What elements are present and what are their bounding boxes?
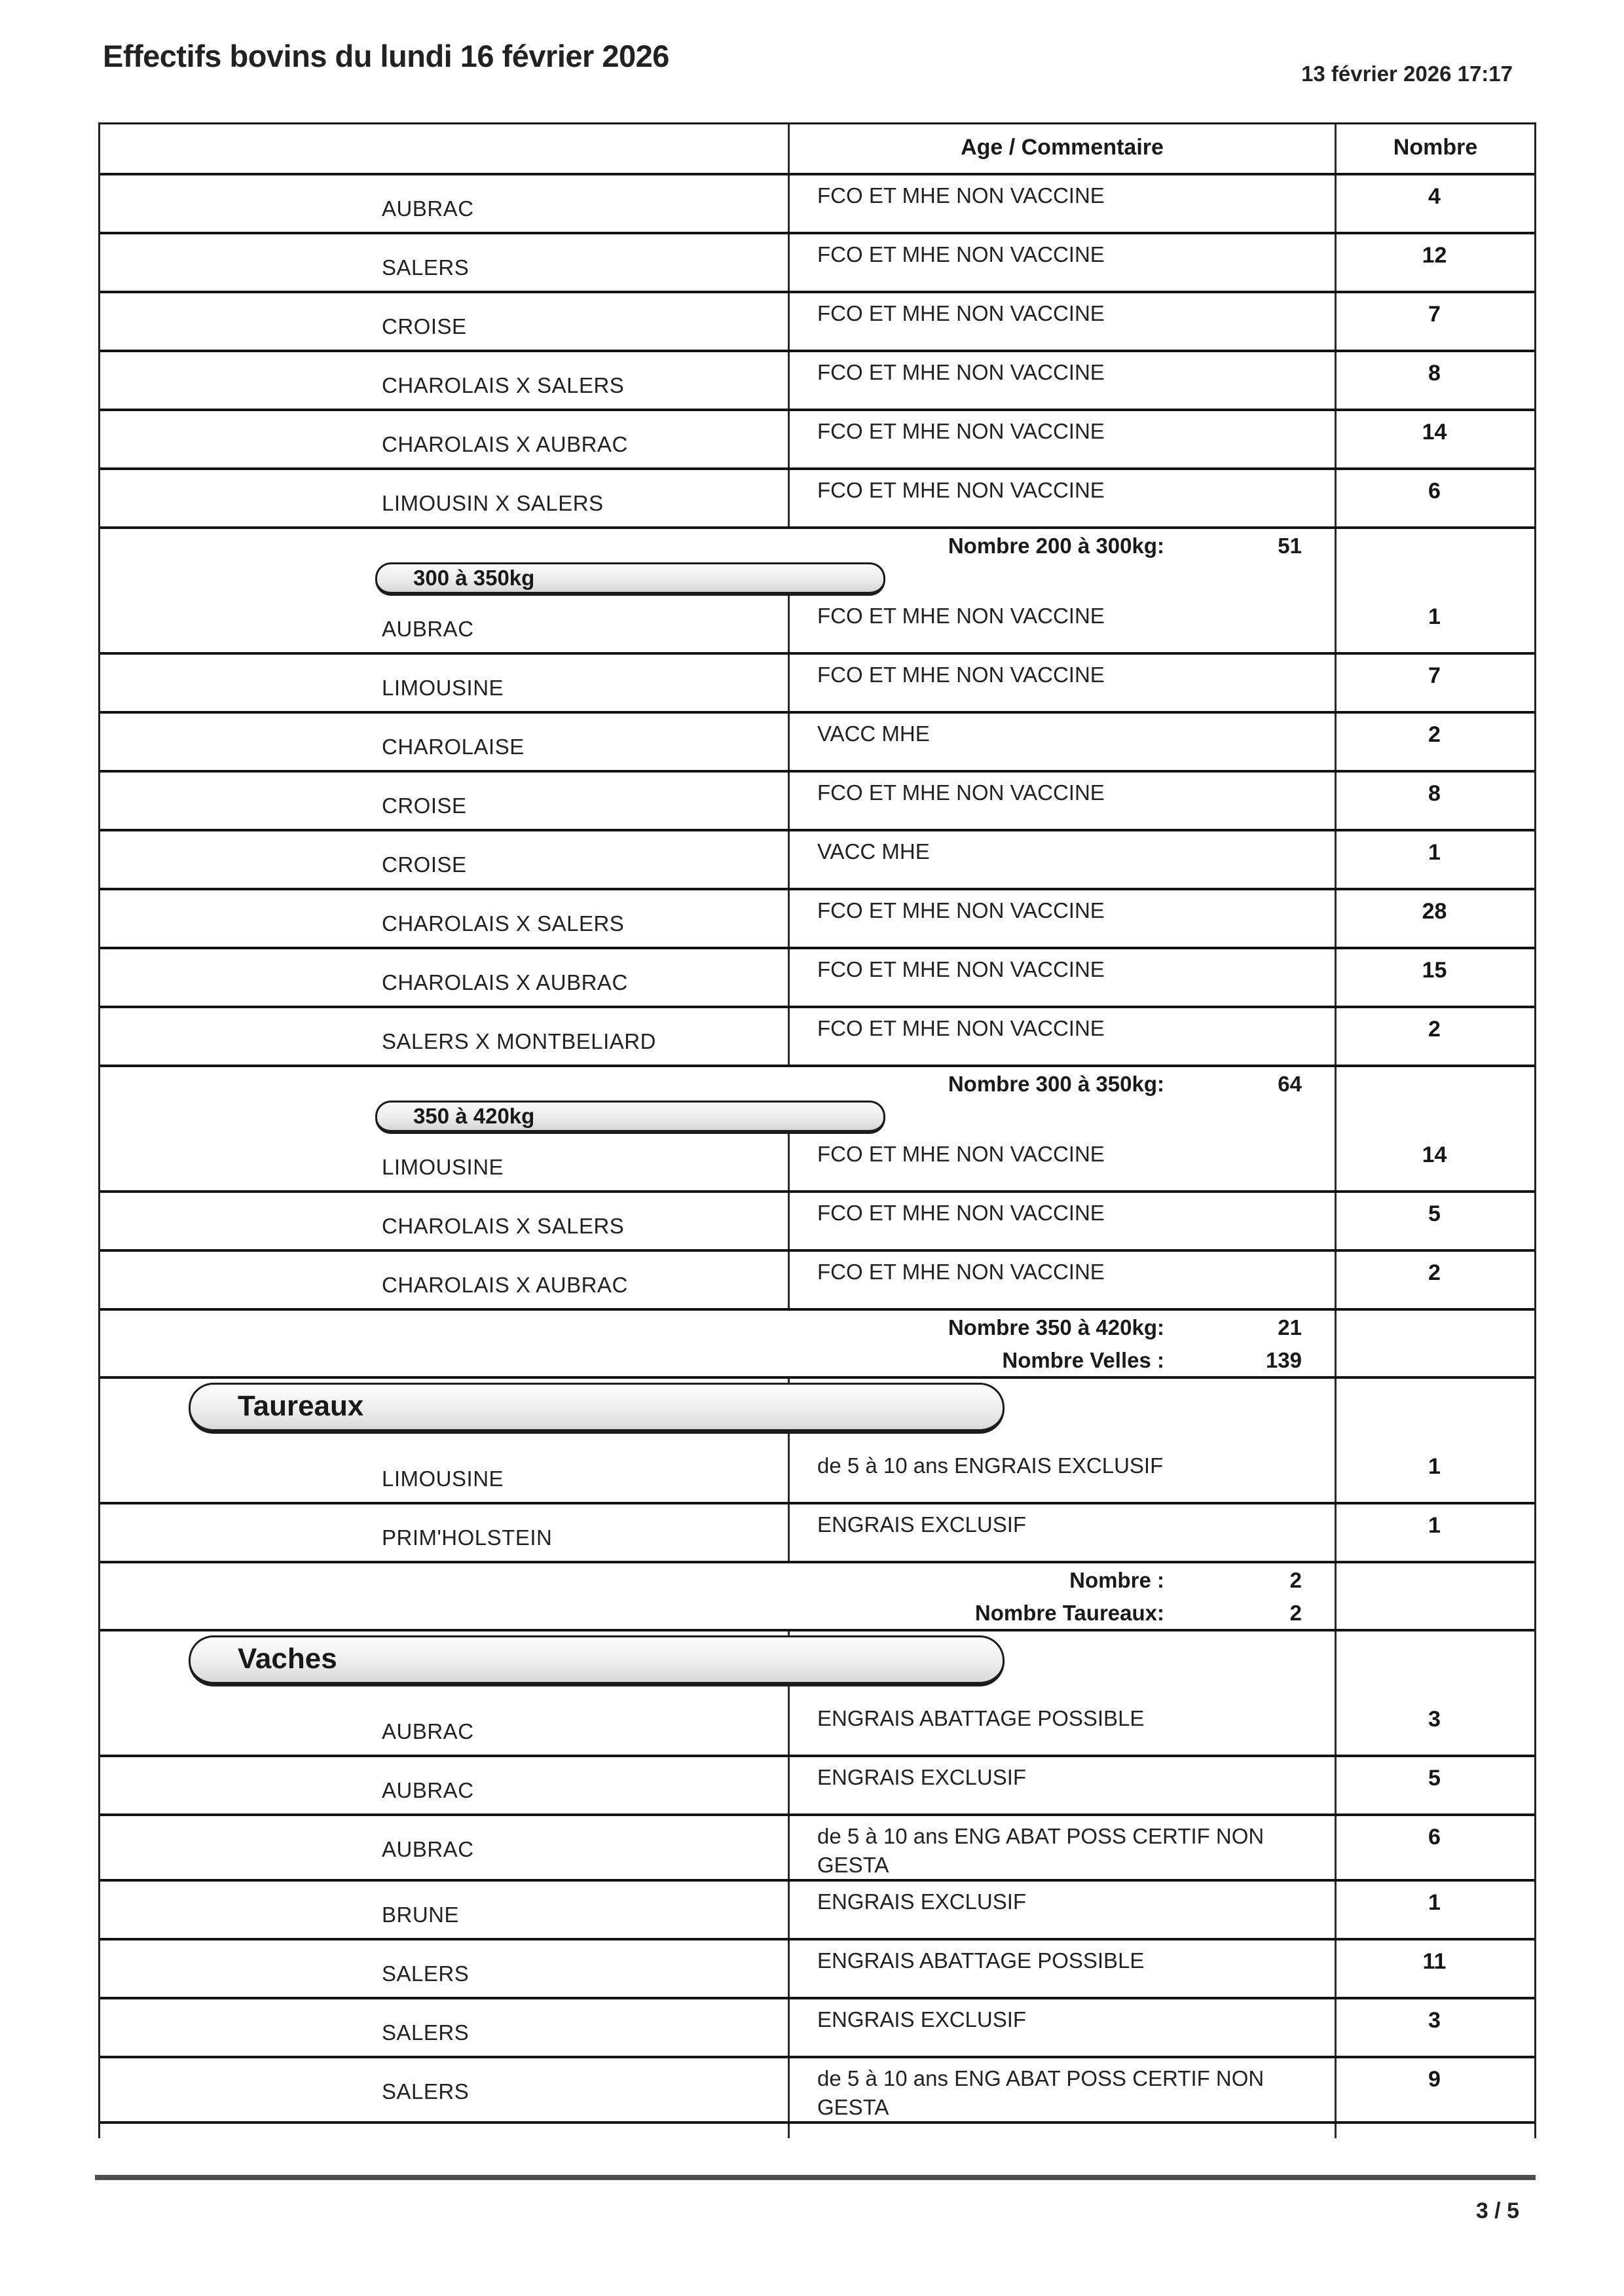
column-divider xyxy=(1335,293,1337,350)
comment-cell: VACC MHE xyxy=(817,721,930,746)
column-divider xyxy=(1335,1008,1337,1065)
table-row xyxy=(100,470,1534,529)
comment-cell: FCO ET MHE NON VACCINE xyxy=(817,663,1105,687)
comment-cell: FCO ET MHE NON VACCINE xyxy=(817,898,1105,922)
comment-cell: ENGRAIS EXCLUSIF xyxy=(817,1889,1027,1914)
column-divider xyxy=(788,1999,790,2056)
section-header-row xyxy=(100,1379,1534,1446)
section-pill: Taureaux xyxy=(189,1383,1005,1434)
column-divider xyxy=(788,831,790,888)
comment-cell: FCO ET MHE NON VACCINE xyxy=(817,419,1105,443)
breed-cell: PRIM'HOLSTEIN xyxy=(382,1525,553,1550)
breed-cell: LIMOUSINE xyxy=(382,1155,504,1179)
footer-rule xyxy=(95,2175,1536,2180)
breed-cell: CHAROLAIS X AUBRAC xyxy=(382,970,628,994)
breed-cell: BRUNE xyxy=(382,1903,460,1927)
comment-cell: FCO ET MHE NON VACCINE xyxy=(817,1142,1105,1166)
weight-pill: 300 à 350kg xyxy=(375,562,885,596)
comment-cell: FCO ET MHE NON VACCINE xyxy=(817,301,1105,325)
table-row xyxy=(100,831,1534,890)
breed-cell: LIMOUSINE xyxy=(382,1467,504,1491)
column-divider xyxy=(1335,411,1337,467)
table-row xyxy=(100,890,1534,949)
column-divider xyxy=(1335,1757,1337,1813)
comment-cell: ENGRAIS ABATTAGE POSSIBLE xyxy=(817,1706,1145,1730)
column-divider xyxy=(788,470,790,526)
comment-cell: de 5 à 10 ans ENG ABAT POSS CERTIF NON GESTA xyxy=(817,2066,1264,2119)
column-divider xyxy=(1335,1882,1337,1938)
column-divider xyxy=(788,1008,790,1065)
weight-class-row xyxy=(100,1100,1534,1134)
breed-cell: CHAROLAIS X AUBRAC xyxy=(382,1273,628,1297)
subtotal-label: Nombre : xyxy=(1069,1568,1164,1592)
table-row xyxy=(100,1504,1534,1563)
table-row xyxy=(100,352,1534,411)
column-header-nombre: Nombre xyxy=(1393,135,1478,160)
count-cell: 12 xyxy=(1422,243,1447,268)
column-divider xyxy=(788,293,790,350)
breed-cell: CHAROLAISE xyxy=(382,735,525,759)
column-divider xyxy=(788,175,790,232)
count-cell: 6 xyxy=(1428,479,1441,503)
count-cell: 11 xyxy=(1422,1949,1447,1974)
breed-cell: SALERS xyxy=(382,255,470,280)
column-divider xyxy=(1335,1596,1337,1629)
column-divider xyxy=(1335,470,1337,526)
column-divider xyxy=(1335,773,1337,829)
comment-cell: ENGRAIS EXCLUSIF xyxy=(817,1512,1027,1537)
subtotal-row xyxy=(100,529,1534,562)
column-divider xyxy=(1335,949,1337,1006)
table-row xyxy=(100,1757,1534,1816)
comment-cell: de 5 à 10 ans ENG ABAT POSS CERTIF NON GESTA xyxy=(817,1824,1264,1877)
column-divider xyxy=(1335,1134,1337,1190)
breed-cell: CHAROLAIS X SALERS xyxy=(382,1214,625,1238)
count-cell: 28 xyxy=(1422,899,1447,924)
table-row xyxy=(100,1941,1534,1999)
column-divider xyxy=(1335,1379,1337,1446)
count-cell: 7 xyxy=(1428,663,1441,688)
comment-cell: VACC MHE xyxy=(817,839,930,864)
count-cell: 2 xyxy=(1428,1017,1441,1042)
subtotal-row xyxy=(100,1563,1534,1596)
column-divider xyxy=(788,352,790,409)
column-divider xyxy=(1335,1504,1337,1561)
column-divider xyxy=(788,1882,790,1938)
count-cell: 8 xyxy=(1428,781,1441,806)
comment-cell: FCO ET MHE NON VACCINE xyxy=(817,604,1105,628)
table-row xyxy=(100,949,1534,1008)
column-divider xyxy=(1335,1631,1337,1698)
subtotal-row xyxy=(100,1311,1534,1343)
column-divider xyxy=(788,1193,790,1249)
column-divider xyxy=(1335,714,1337,770)
count-cell: 15 xyxy=(1422,958,1447,983)
breed-cell: SALERS xyxy=(382,1961,470,1986)
column-divider xyxy=(1335,655,1337,711)
comment-cell: ENGRAIS ABATTAGE POSSIBLE xyxy=(817,1948,1145,1973)
count-cell: 3 xyxy=(1428,1707,1441,1732)
column-divider xyxy=(788,890,790,947)
column-divider xyxy=(788,1446,790,1502)
count-cell: 1 xyxy=(1428,840,1441,865)
table-row xyxy=(100,1446,1534,1504)
table-header-row xyxy=(100,124,1534,175)
comment-cell: FCO ET MHE NON VACCINE xyxy=(817,1201,1105,1225)
table-row xyxy=(100,655,1534,714)
breed-cell: CROISE xyxy=(382,314,467,338)
count-cell: 8 xyxy=(1428,361,1441,386)
subtotal-value: 139 xyxy=(1265,1348,1302,1372)
column-divider xyxy=(1335,831,1337,888)
column-divider xyxy=(788,1816,790,1879)
page-title: Effectifs bovins du lundi 16 février 2026 xyxy=(103,39,669,73)
count-cell: 5 xyxy=(1428,1201,1441,1226)
breed-cell: LIMOUSINE xyxy=(382,676,504,700)
count-cell: 14 xyxy=(1422,1142,1447,1167)
column-divider xyxy=(1335,234,1337,291)
table-row xyxy=(100,2058,1534,2124)
column-divider xyxy=(788,234,790,291)
column-divider xyxy=(1335,1067,1337,1100)
comment-cell: ENGRAIS EXCLUSIF xyxy=(817,1765,1027,1789)
column-divider xyxy=(788,949,790,1006)
breed-cell: CHAROLAIS X AUBRAC xyxy=(382,432,628,456)
column-divider xyxy=(1335,562,1337,596)
column-header-age-commentaire: Age / Commentaire xyxy=(961,135,1164,160)
table-row xyxy=(100,1134,1534,1193)
comment-cell: FCO ET MHE NON VACCINE xyxy=(817,1016,1105,1040)
column-divider xyxy=(1335,1311,1337,1343)
count-cell: 2 xyxy=(1428,1260,1441,1285)
count-cell: 4 xyxy=(1428,184,1441,209)
subtotal-label: Nombre Velles : xyxy=(1002,1348,1164,1372)
section-header-row xyxy=(100,1631,1534,1698)
count-cell: 3 xyxy=(1428,2008,1441,2033)
column-divider xyxy=(1335,1816,1337,1879)
comment-cell: FCO ET MHE NON VACCINE xyxy=(817,780,1105,805)
print-date: 13 février 2026 17:17 xyxy=(1301,62,1513,86)
breed-cell: SALERS xyxy=(382,2020,470,2045)
breed-cell: CROISE xyxy=(382,852,467,877)
table-stub-row xyxy=(100,2124,1534,2138)
column-divider xyxy=(1335,1999,1337,2056)
column-divider xyxy=(1335,1343,1337,1376)
comment-cell: de 5 à 10 ans ENGRAIS EXCLUSIF xyxy=(817,1453,1164,1478)
count-cell: 1 xyxy=(1428,1454,1441,1479)
subtotal-value: 64 xyxy=(1278,1072,1302,1096)
table-row xyxy=(100,1193,1534,1252)
column-divider xyxy=(1335,529,1337,562)
subtotal-row xyxy=(100,1067,1534,1100)
breed-cell: AUBRAC xyxy=(382,617,474,641)
subtotal-label: Nombre 200 à 300kg: xyxy=(948,534,1164,558)
table-row xyxy=(100,1008,1534,1067)
column-divider xyxy=(1335,890,1337,947)
table-row xyxy=(100,1882,1534,1941)
count-cell: 9 xyxy=(1428,2067,1441,2092)
subtotal-value: 21 xyxy=(1278,1315,1302,1339)
column-divider xyxy=(1335,1193,1337,1249)
breed-cell: AUBRAC xyxy=(382,1719,474,1743)
page-number: 3 / 5 xyxy=(1475,2198,1519,2223)
breed-cell: SALERS X MONTBELIARD xyxy=(382,1029,656,1053)
column-divider xyxy=(1335,1698,1337,1755)
column-divider xyxy=(1335,2058,1337,2121)
table-row xyxy=(100,1816,1534,1882)
column-divider xyxy=(1335,1941,1337,1997)
count-cell: 6 xyxy=(1428,1825,1441,1850)
table-row xyxy=(100,175,1534,234)
column-divider xyxy=(1335,1100,1337,1134)
table-row xyxy=(100,234,1534,293)
column-divider xyxy=(1335,1252,1337,1308)
count-cell: 1 xyxy=(1428,1513,1441,1538)
column-divider xyxy=(788,714,790,770)
table-row xyxy=(100,714,1534,773)
column-divider xyxy=(788,1941,790,1997)
subtotal-value: 51 xyxy=(1278,534,1302,558)
column-divider xyxy=(1335,352,1337,409)
column-divider xyxy=(788,773,790,829)
table-row xyxy=(100,1698,1534,1757)
table-row xyxy=(100,773,1534,831)
table-row xyxy=(100,1999,1534,2058)
column-divider xyxy=(788,1504,790,1561)
subtotal-label: Nombre 350 à 420kg: xyxy=(948,1315,1164,1339)
column-divider xyxy=(1335,124,1337,173)
count-cell: 14 xyxy=(1422,420,1447,445)
breed-cell: CHAROLAIS X SALERS xyxy=(382,373,625,397)
column-divider xyxy=(1335,2124,1337,2138)
count-cell: 1 xyxy=(1428,604,1441,629)
comment-cell: FCO ET MHE NON VACCINE xyxy=(817,478,1105,502)
comment-cell: FCO ET MHE NON VACCINE xyxy=(817,360,1105,384)
comment-cell: FCO ET MHE NON VACCINE xyxy=(817,183,1105,208)
subtotal-value: 2 xyxy=(1289,1568,1302,1592)
column-divider xyxy=(1335,596,1337,652)
comment-cell: FCO ET MHE NON VACCINE xyxy=(817,957,1105,981)
weight-pill: 350 à 420kg xyxy=(375,1101,885,1134)
column-divider xyxy=(1335,175,1337,232)
subtotal-row xyxy=(100,1343,1534,1379)
subtotal-label: Nombre Taureaux: xyxy=(974,1601,1164,1625)
column-divider xyxy=(788,1252,790,1308)
count-cell: 7 xyxy=(1428,302,1441,327)
comment-cell: FCO ET MHE NON VACCINE xyxy=(817,1260,1105,1284)
column-divider xyxy=(788,1757,790,1813)
table-row xyxy=(100,596,1534,655)
subtotal-value: 2 xyxy=(1289,1601,1302,1625)
column-divider xyxy=(1335,1446,1337,1502)
table-row xyxy=(100,411,1534,470)
column-divider xyxy=(788,1134,790,1190)
inventory-table xyxy=(98,122,1536,2138)
column-divider xyxy=(788,1698,790,1755)
count-cell: 5 xyxy=(1428,1766,1441,1791)
breed-cell: LIMOUSIN X SALERS xyxy=(382,491,604,515)
comment-cell: ENGRAIS EXCLUSIF xyxy=(817,2007,1027,2032)
table-row xyxy=(100,1252,1534,1311)
breed-cell: CHAROLAIS X SALERS xyxy=(382,911,625,936)
comment-cell: FCO ET MHE NON VACCINE xyxy=(817,242,1105,266)
column-divider xyxy=(788,411,790,467)
column-divider xyxy=(788,2124,790,2138)
column-divider xyxy=(788,2058,790,2121)
column-divider xyxy=(788,655,790,711)
breed-cell: AUBRAC xyxy=(382,196,474,221)
count-cell: 2 xyxy=(1428,722,1441,747)
table-row xyxy=(100,293,1534,352)
breed-cell: AUBRAC xyxy=(382,1837,474,1861)
breed-cell: CROISE xyxy=(382,793,467,818)
column-divider xyxy=(788,124,790,173)
subtotal-label: Nombre 300 à 350kg: xyxy=(948,1072,1164,1096)
subtotal-row xyxy=(100,1596,1534,1631)
breed-cell: AUBRAC xyxy=(382,1778,474,1802)
column-divider xyxy=(1335,1563,1337,1596)
column-divider xyxy=(788,596,790,652)
count-cell: 1 xyxy=(1428,1890,1441,1915)
weight-class-row xyxy=(100,562,1534,596)
section-pill: Vaches xyxy=(189,1635,1005,1686)
breed-cell: SALERS xyxy=(382,2079,470,2104)
